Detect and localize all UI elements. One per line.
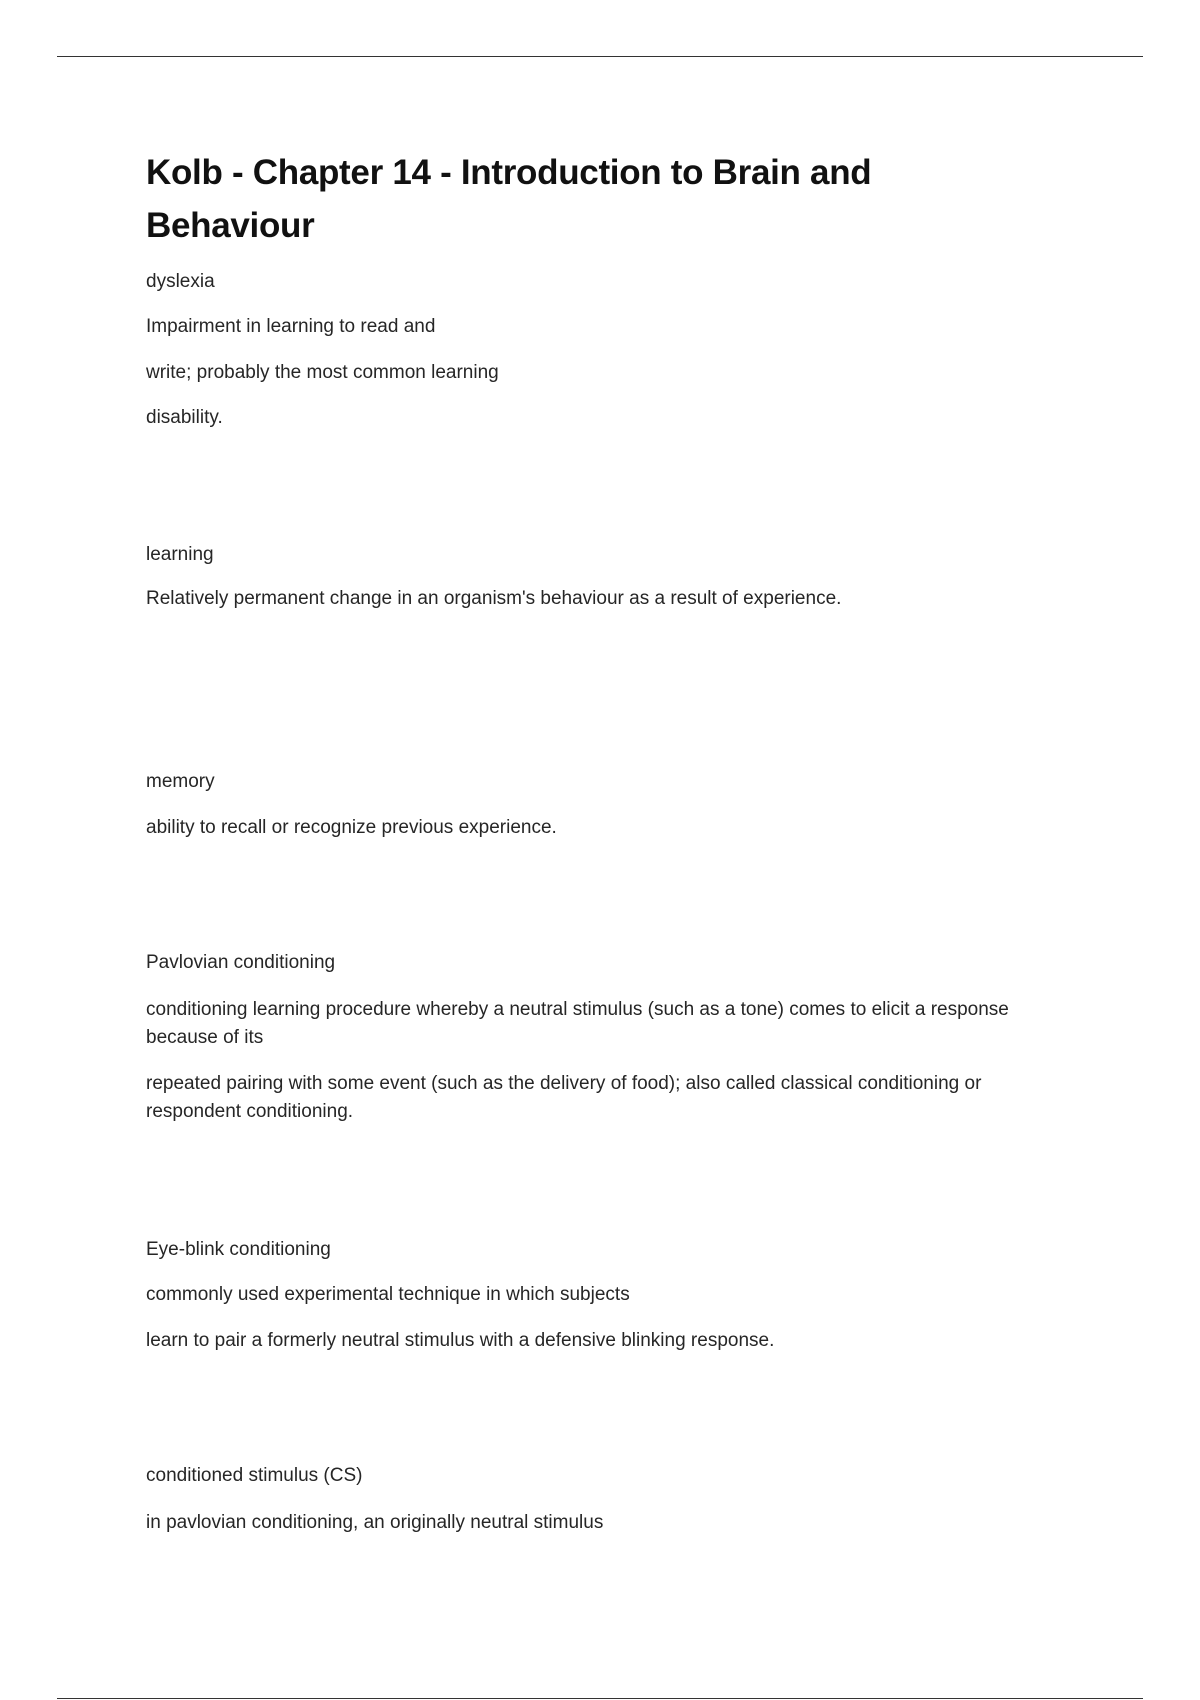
definition-line: ability to recall or recognize previous experience.	[146, 817, 557, 838]
definition-line: in pavlovian conditioning, an originally neutral stimulus	[146, 1512, 604, 1533]
term-pavlovian-conditioning: Pavlovian conditioning	[146, 952, 336, 973]
term-conditioned-stimulus: conditioned stimulus (CS)	[146, 1465, 363, 1486]
document-title: Kolb - Chapter 14 - Introduction to Brain and Behaviour	[146, 153, 872, 245]
definition-line: Relatively permanent change in an organism's behaviour as a result of experience.	[146, 588, 842, 609]
bottom-divider	[57, 1698, 1143, 1699]
term-memory: memory	[146, 771, 215, 792]
term-dyslexia: dyslexia	[146, 271, 215, 292]
definition-line: write; probably the most common learning	[146, 362, 499, 383]
definition-line: Impairment in learning to read and	[146, 316, 436, 337]
definition-line: learn to pair a formerly neutral stimulus with a defensive blinking response.	[146, 1330, 775, 1351]
definition-paragraph: repeated pairing with some event (such as the delivery of food); also called classical conditioning or respondent conditioning.	[146, 1073, 982, 1122]
term-learning: learning	[146, 544, 214, 565]
definition-paragraph: conditioning learning procedure whereby a neutral stimulus (such as a tone) comes to elicit a response because of its	[146, 999, 1009, 1048]
definition-line: commonly used experimental technique in which subjects	[146, 1284, 630, 1305]
top-divider	[57, 56, 1143, 57]
definition-line: disability.	[146, 407, 223, 428]
term-eye-blink-conditioning: Eye-blink conditioning	[146, 1239, 331, 1260]
